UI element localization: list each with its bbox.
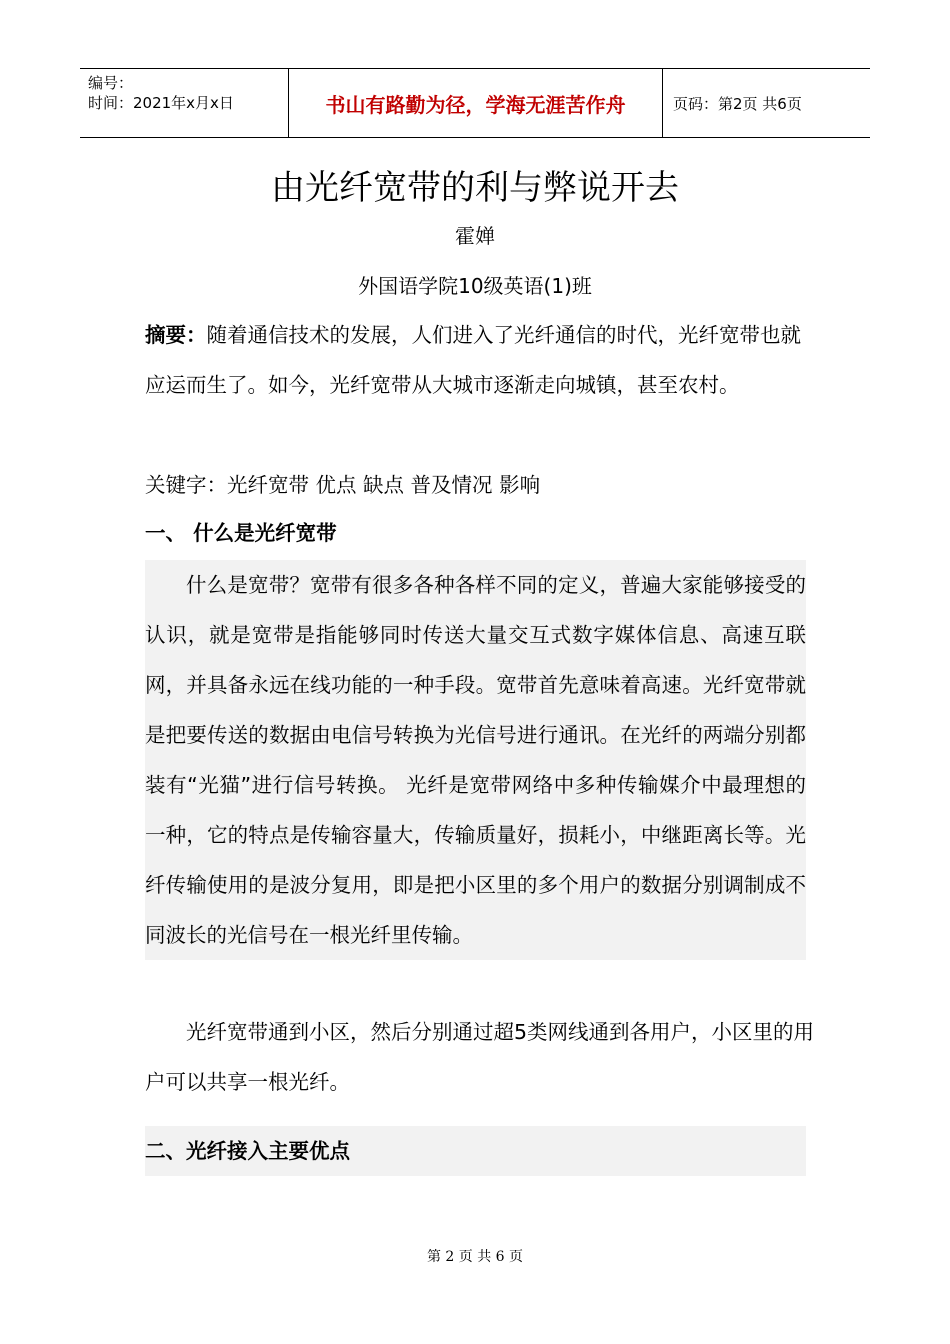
page-footer: 第 2 页 共 6 页 xyxy=(426,1249,524,1265)
author-name: 霍婵 xyxy=(455,224,495,248)
section2-heading: 二、光纤接入主要优点 xyxy=(145,1126,806,1176)
time-label: 时间：2021年x月x日 xyxy=(88,94,234,112)
abstract xyxy=(145,310,815,410)
section1-heading: 一、 什么是光纤宽带 xyxy=(145,521,337,545)
header-meta xyxy=(80,69,288,137)
author-affiliation: 外国语学院10级英语(1)班 xyxy=(358,274,592,298)
abstract-text: 随着通信技术的发展，人们进入了光纤通信的时代，光纤宽带也就应运而生了。如今，光纤宽带从大城市逐渐走向城镇，甚至农村。 xyxy=(145,323,801,397)
abstract-label: 摘要： xyxy=(145,323,207,347)
section1-paragraph-1: 什么是宽带？宽带有很多各种各样不同的定义，普遍大家能够接受的认识，就是宽带是指能够同时传送大量交互式数字媒体信息、高速互联网，并具备永远在线功能的一种手段。宽带首先意味着高速。光纤宽带就是把要传送的数据由电信号转换为光信号进行通讯。在光纤的两端分别都装有“光猫”进行信号转换。 光纤是宽带网络中多种传输媒介中最理想的一种，它的特点是传输容量大，传输质量好，损耗小，中继距离长等。光纤传输使用的是波分复用，即是把小区里的多个用户的数据分别调制成不同波长的光信号在一根光纤里传输。 xyxy=(145,560,806,960)
header-page-info: 页码：第2页 共6页 xyxy=(673,94,802,113)
keywords: 关键字：光纤宽带 优点 缺点 普及情况 影响 xyxy=(145,473,541,497)
section1-paragraph-2: 光纤宽带通到小区，然后分别通过超5类网线通到各用户，小区里的用户可以共享一根光纤。 xyxy=(145,1020,815,1094)
number-label: 编号： xyxy=(88,74,134,92)
document-title: 由光纤宽带的利与弊说开去 xyxy=(271,168,679,208)
header-motto: 书山有路勤为径，学海无涯苦作舟 xyxy=(288,69,663,137)
page-header xyxy=(80,68,870,138)
